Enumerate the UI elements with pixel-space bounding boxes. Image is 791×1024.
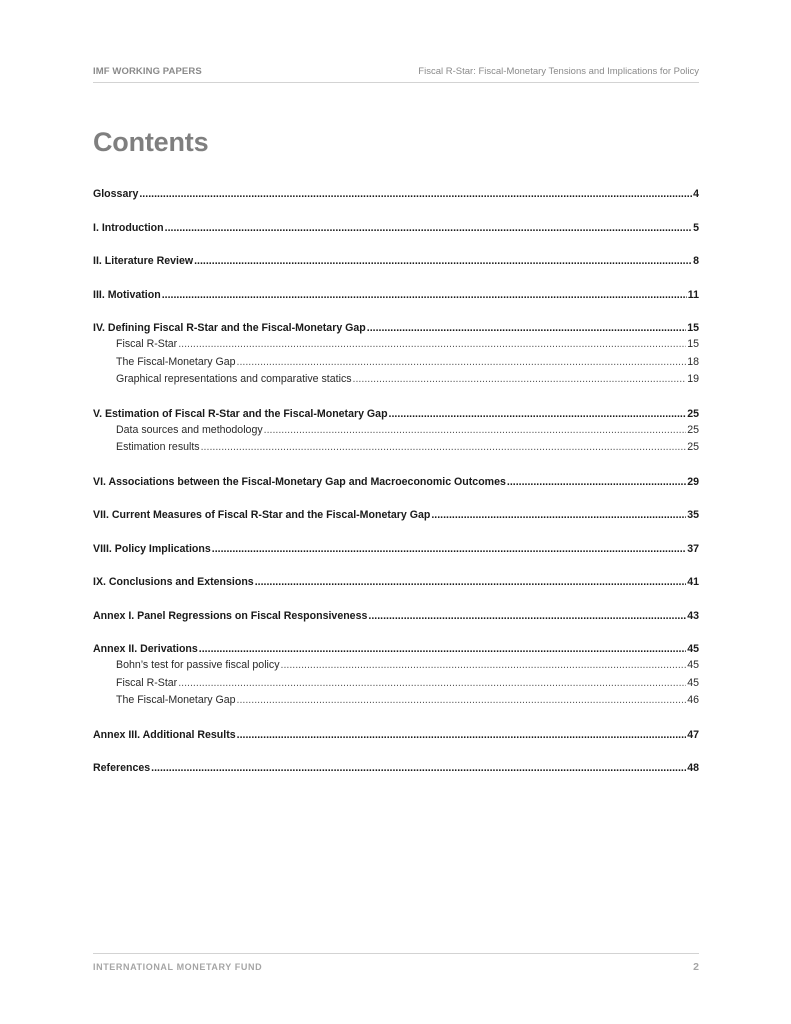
toc-entry-label: IV. Defining Fiscal R-Star and the Fiscal-Monetary Gap bbox=[93, 322, 366, 335]
toc-entry-page: 47 bbox=[687, 728, 699, 741]
dot-leader bbox=[389, 406, 687, 422]
dot-leader bbox=[212, 541, 686, 557]
dot-leader bbox=[255, 574, 687, 590]
dot-leader bbox=[431, 507, 686, 523]
header-paper-title: Fiscal R-Star: Fiscal-Monetary Tensions and Implications for Policy bbox=[418, 66, 699, 77]
dot-leader bbox=[368, 608, 686, 624]
toc-entry-label: II. Literature Review bbox=[93, 255, 194, 268]
header-series-title: IMF WORKING PAPERS bbox=[93, 66, 202, 77]
toc-entry[interactable] bbox=[93, 220, 699, 236]
toc-subentry[interactable] bbox=[93, 336, 699, 353]
toc-entry-page: 8 bbox=[693, 255, 699, 268]
toc-entry-label: VIII. Policy Implications bbox=[93, 542, 211, 555]
toc-entry-label: Annex III. Additional Results bbox=[93, 728, 236, 741]
toc-entry-page: 11 bbox=[687, 288, 699, 301]
dot-leader bbox=[194, 253, 692, 269]
toc-entry-page: 35 bbox=[687, 509, 699, 522]
dot-leader bbox=[264, 422, 687, 439]
toc-entry-label: The Fiscal-Monetary Gap bbox=[116, 693, 236, 706]
toc-subentry[interactable] bbox=[93, 692, 699, 709]
toc-entry[interactable] bbox=[93, 727, 699, 743]
toc-subentry[interactable] bbox=[93, 675, 699, 692]
toc-entry-label: Data sources and methodology bbox=[116, 423, 263, 436]
toc-entry-page: 41 bbox=[687, 576, 699, 589]
dot-leader bbox=[139, 186, 692, 202]
toc-entry-label: Fiscal R-Star bbox=[116, 338, 178, 351]
table-of-contents bbox=[93, 186, 699, 776]
toc-entry-label: The Fiscal-Monetary Gap bbox=[116, 355, 236, 368]
toc-entry-label: VII. Current Measures of Fiscal R-Star and the Fiscal-Monetary Gap bbox=[93, 509, 431, 522]
dot-leader bbox=[353, 371, 687, 388]
toc-entry-page: 25 bbox=[687, 440, 699, 453]
toc-entry-page: 15 bbox=[687, 322, 699, 335]
toc-entry-page: 46 bbox=[687, 693, 699, 706]
dot-leader bbox=[507, 474, 686, 490]
toc-entry-page: 37 bbox=[687, 542, 699, 555]
dot-leader bbox=[201, 439, 687, 456]
toc-entry[interactable] bbox=[93, 507, 699, 523]
toc-entry-page: 4 bbox=[693, 188, 699, 200]
toc-entry-page: 48 bbox=[687, 762, 699, 775]
toc-entry-label: References bbox=[93, 762, 151, 775]
dot-leader bbox=[162, 287, 687, 303]
toc-entry-label: Estimation results bbox=[116, 440, 200, 453]
toc-entry[interactable] bbox=[93, 541, 699, 557]
toc-entry-label: Glossary bbox=[93, 188, 139, 200]
toc-entry-label: VI. Associations between the Fiscal-Monetary Gap and Macroeconomic Outcomes bbox=[93, 475, 506, 488]
dot-leader bbox=[151, 760, 686, 776]
toc-entry-page: 18 bbox=[687, 355, 699, 368]
toc-entry[interactable] bbox=[93, 760, 699, 776]
toc-entry-page: 43 bbox=[687, 609, 699, 622]
toc-entry-label: Fiscal R-Star bbox=[116, 676, 178, 689]
toc-entry-label: III. Motivation bbox=[93, 288, 161, 301]
toc-entry[interactable] bbox=[93, 406, 699, 422]
toc-entry-page: 5 bbox=[693, 221, 699, 234]
toc-subentry[interactable] bbox=[93, 422, 699, 439]
page-footer bbox=[93, 953, 699, 978]
toc-subentry[interactable] bbox=[93, 371, 699, 388]
dot-leader bbox=[237, 727, 687, 743]
toc-subentry[interactable] bbox=[93, 354, 699, 371]
toc-entry-label: V. Estimation of Fiscal R-Star and the Fiscal-Monetary Gap bbox=[93, 407, 388, 420]
dot-leader bbox=[178, 336, 686, 353]
toc-entry-page: 45 bbox=[687, 659, 699, 672]
toc-entry-label: I. Introduction bbox=[93, 221, 164, 234]
toc-entry-label: Annex II. Derivations bbox=[93, 643, 198, 656]
dot-leader bbox=[281, 657, 687, 674]
page-title: Contents bbox=[93, 127, 209, 157]
toc-entry-page: 45 bbox=[687, 643, 699, 656]
toc-entry[interactable] bbox=[93, 253, 699, 269]
toc-entry-label: Annex I. Panel Regressions on Fiscal Responsiveness bbox=[93, 609, 368, 622]
footer-organization: INTERNATIONAL MONETARY FUND bbox=[93, 962, 263, 972]
footer-page-number: 2 bbox=[693, 961, 699, 973]
toc-entry[interactable] bbox=[93, 608, 699, 624]
dot-leader bbox=[237, 692, 687, 709]
dot-leader bbox=[199, 641, 686, 657]
dot-leader bbox=[367, 320, 686, 336]
toc-entry-page: 29 bbox=[687, 475, 699, 488]
toc-entry-page: 25 bbox=[687, 407, 699, 420]
dot-leader bbox=[178, 675, 686, 692]
dot-leader bbox=[165, 220, 692, 236]
toc-entry-label: Graphical representations and comparative statics bbox=[116, 372, 352, 385]
toc-entry-label: IX. Conclusions and Extensions bbox=[93, 576, 254, 589]
toc-entry[interactable] bbox=[93, 641, 699, 657]
page-header bbox=[93, 62, 699, 83]
toc-entry-page: 45 bbox=[687, 676, 699, 689]
toc-subentry[interactable] bbox=[93, 439, 699, 456]
toc-subentry[interactable] bbox=[93, 657, 699, 674]
toc-entry[interactable] bbox=[93, 574, 699, 590]
toc-entry[interactable] bbox=[93, 474, 699, 490]
toc-entry-page: 19 bbox=[687, 372, 699, 385]
dot-leader bbox=[237, 354, 687, 371]
toc-entry[interactable] bbox=[93, 287, 699, 303]
toc-entry-page: 15 bbox=[687, 338, 699, 351]
toc-entry[interactable] bbox=[93, 186, 699, 202]
toc-entry[interactable] bbox=[93, 320, 699, 336]
toc-entry-page: 25 bbox=[687, 423, 699, 436]
toc-entry-label: Bohn’s test for passive fiscal policy bbox=[116, 659, 280, 672]
